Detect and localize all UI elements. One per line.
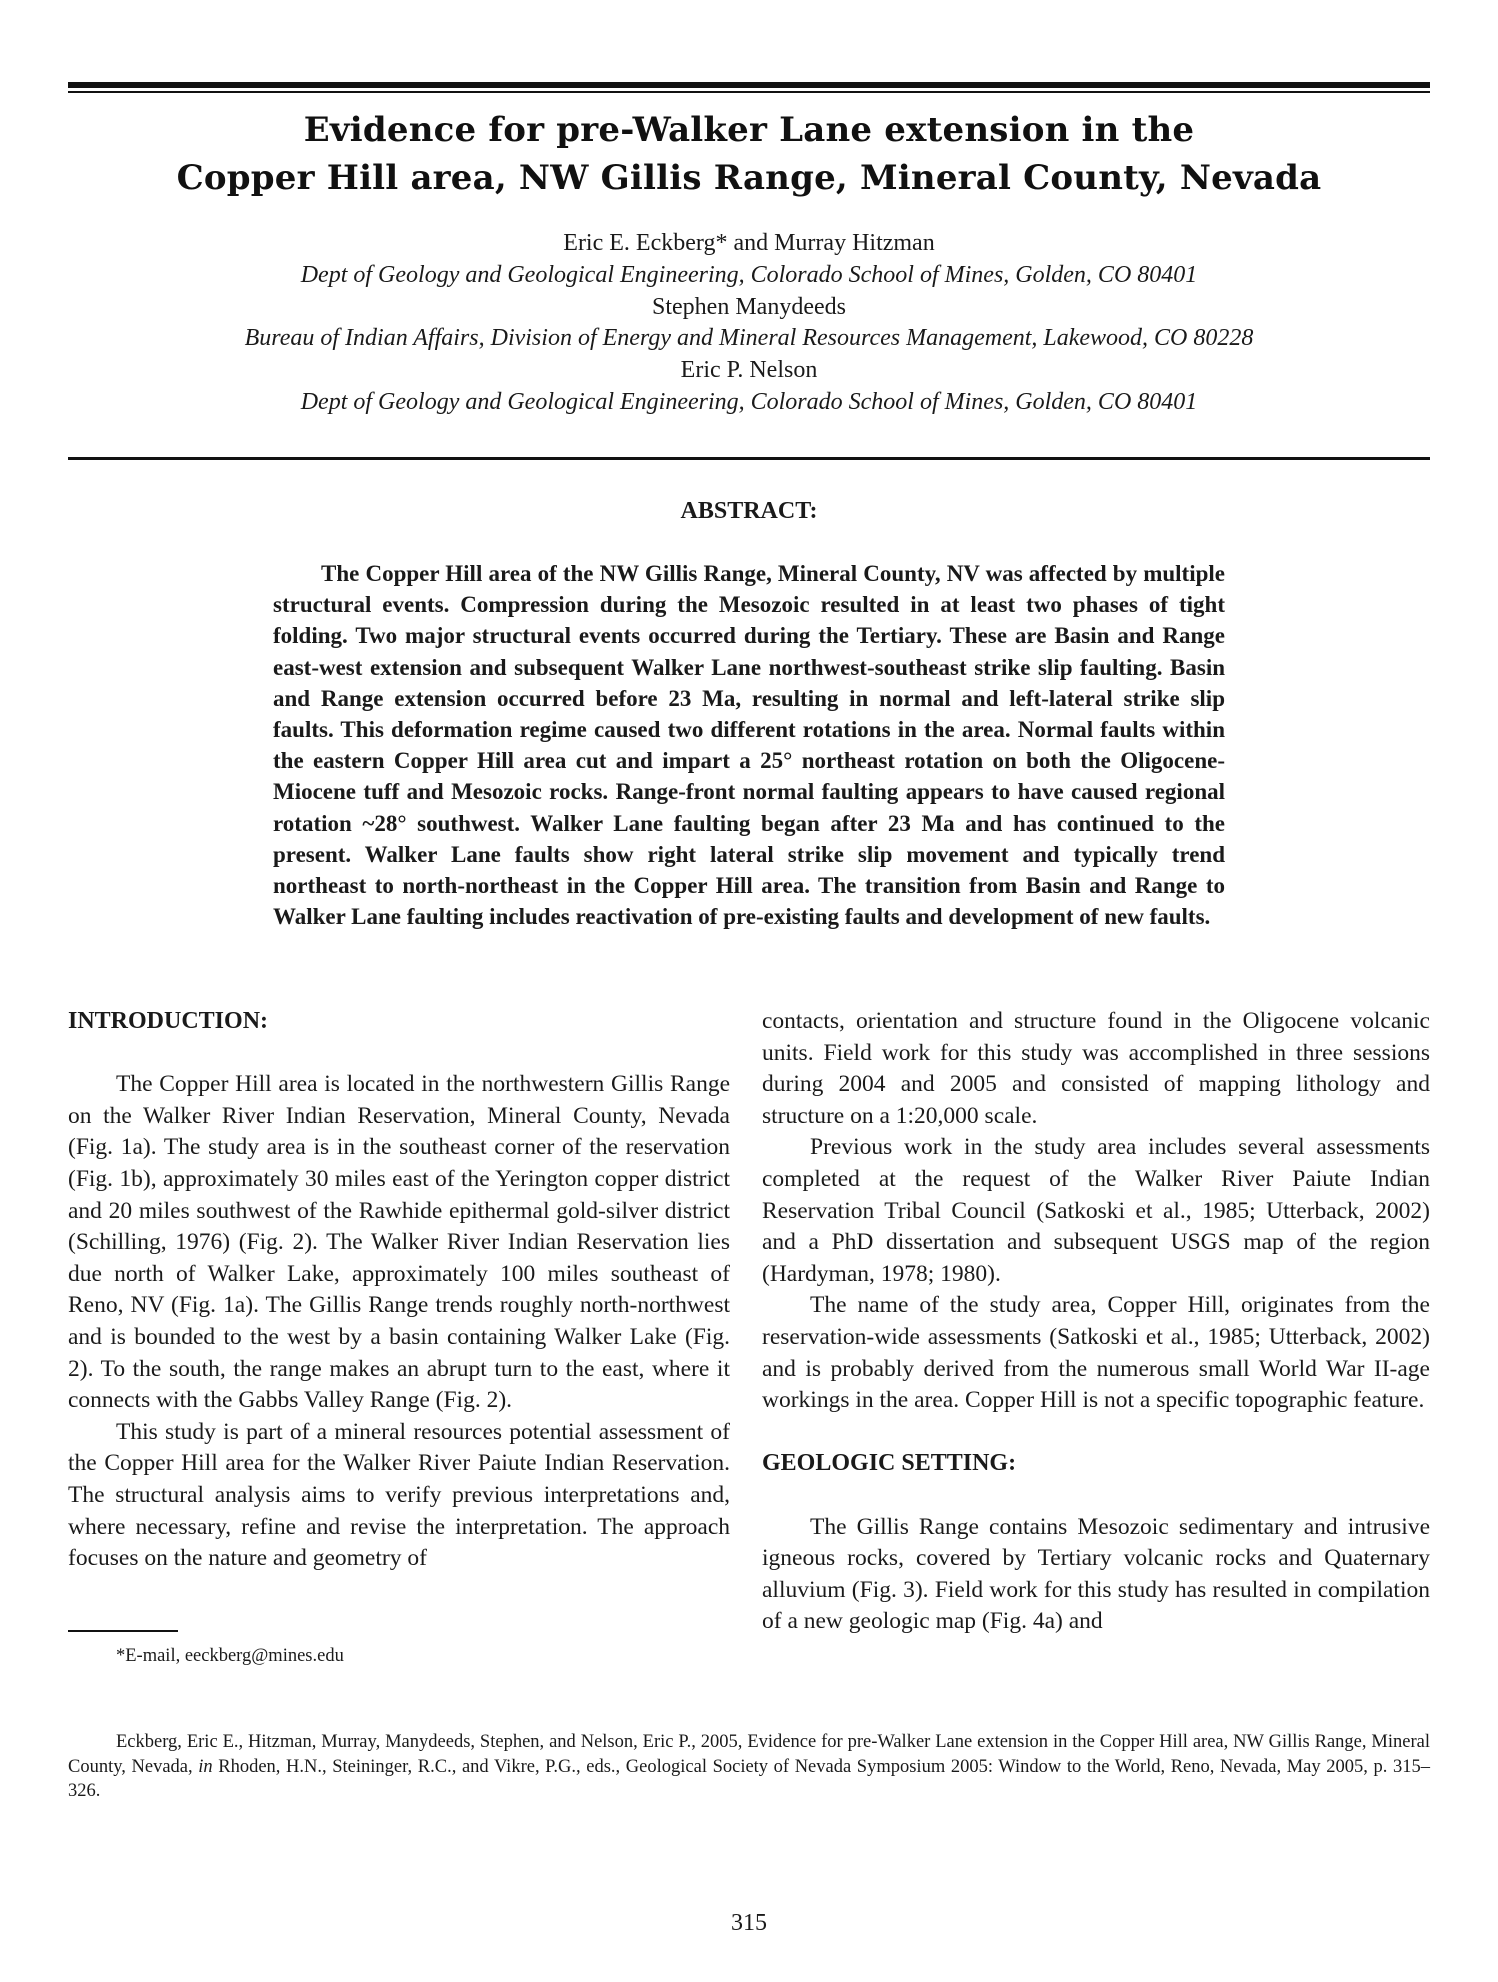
section-divider bbox=[68, 457, 1430, 460]
introduction-paragraph-2: This study is part of a mineral resources potential assessment of the Copper Hill area for the Walker River Paiute Indian Reservation. The structural analysis aims to verify previous interpretations and, where necessary, refine and revise the interpretation. The approach focuses on the nature and geometry of bbox=[68, 1418, 730, 1572]
title-line-2: Copper Hill area, NW Gillis Range, Mineral County, Nevada bbox=[176, 158, 1322, 198]
paper-title bbox=[68, 106, 1430, 202]
author-affiliation-3: Dept of Geology and Geological Engineering, Colorado School of Mines, Golden, CO 80401 bbox=[300, 388, 1198, 415]
header-rule-thick bbox=[68, 82, 1430, 88]
citation-part-1: Eckberg, Eric E., Hitzman, Murray, Manydeeds, Stephen, and Nelson, Eric P., 2005, Evidence for pre-Walker Lane extension in the Copper Hill area, NW Gillis Range, Mineral County, Nevada, bbox=[68, 1732, 1430, 1777]
right-column bbox=[762, 1006, 1430, 1638]
geologic-setting-heading: GEOLOGIC SETTING: bbox=[762, 1450, 1017, 1477]
header-rule-thin bbox=[68, 91, 1430, 93]
title-line-1: Evidence for pre-Walker Lane extension in the bbox=[303, 110, 1195, 150]
author-affiliation-2: Bureau of Indian Affairs, Division of Energy and Mineral Resources Management, Lakewood, CO 80228 bbox=[244, 325, 1254, 352]
citation bbox=[68, 1730, 1430, 1804]
introduction-paragraph-3: Previous work in the study area includes several assessments completed at the request of the Walker River Paiute Indian Reservation Tribal Council (Satkoski et al., 1985; Utterback, 2002) and a PhD dissertation and subsequent USGS map of the region (Hardyman, 1978; 1980). bbox=[762, 1134, 1430, 1287]
geologic-setting-paragraph-1: The Gillis Range contains Mesozoic sedimentary and intrusive igneous rocks, covered by Tertiary volcanic rocks and Quaternary alluvium (Fig. 3). Field work for this study has resulted in compilation of a new geologic map (Fig. 4a) and bbox=[762, 1513, 1430, 1635]
left-column bbox=[68, 1006, 730, 1575]
footnote: *E-mail, eeckberg@mines.edu bbox=[116, 1646, 344, 1666]
author-names-1: Eric E. Eckberg* and Murray Hitzman bbox=[563, 230, 935, 256]
introduction-paragraph-4: The name of the study area, Copper Hill, originates from the reservation-wide assessments (Satkoski et al., 1985; Utterback, 2002) and is probably derived from the numerous small World War II-age workings in the area. Copper Hill is not a specific topographic feature. bbox=[762, 1292, 1430, 1414]
footnote-rule bbox=[68, 1630, 178, 1632]
introduction-paragraph-1: The Copper Hill area is located in the northwestern Gillis Range on the Walker River Indian Reservation, Mineral County, Nevada (Fig. 1a). The study area is in the southeast corner of the reservation (Fig. 1b), approximately 30 miles east of the Yerington copper district and 20 miles southwest of the Rawhide epithermal gold-silver district (Schilling, 1976) (Fig. 2). The Walker River Indian Reservation lies due north of Walker Lake, approximately 100 miles southeast of Reno, NV (Fig. 1a). The Gillis Range trends roughly north-northwest and is bounded to the west by a basin containing Walker Lake (Fig. 2). To the south, the range makes an abrupt turn to the east, where it connects with the Gabbs Valley Range (Fig. 2). bbox=[68, 1071, 730, 1414]
author-block bbox=[68, 228, 1430, 419]
author-names-2: Stephen Manydeeds bbox=[652, 293, 846, 320]
abstract-heading: ABSTRACT: bbox=[680, 498, 818, 524]
abstract-text: The Copper Hill area of the NW Gillis Range, Mineral County, NV was affected by multiple structural events. Compression during the Mesozoic resulted in at least two phases of tight folding. Two major structural events occurred during the Tertiary. These are Basin and Range east-west extension and subsequent Walker Lane northwest-southeast strike slip faulting. Basin and Range extension occurred before 23 Ma, resulting in normal and left-lateral strike slip faults. This deformation regime caused two different rotations in the area. Normal faults within the eastern Copper Hill area cut and impart a 25° northeast rotation on both the Oligocene-Miocene tuff and Mesozoic rocks. Range-front normal faulting appears to have caused regional rotation ~28° southwest. Walker Lane faulting began after 23 Ma and has continued to the present. Walker Lane faults show right lateral strike slip movement and typically trend northeast to north-northeast in the Copper Hill area. The transition from Basin and Range to Walker Lane faulting includes reactivation of pre-existing faults and development of new faults. bbox=[273, 561, 1225, 930]
citation-part-2: Rhoden, H.N., Steininger, R.C., and Vikre, P.G., eds., Geological Society of Nevada Symposium 2005: Window to the World, Reno, Nevada, May 2005, p. 315–326. bbox=[68, 1756, 1430, 1802]
author-affiliation-1: Dept of Geology and Geological Engineering, Colorado School of Mines, Golden, CO 80401 bbox=[300, 261, 1198, 288]
page-number: 315 bbox=[731, 1910, 767, 1936]
citation-in: in bbox=[198, 1756, 213, 1777]
introduction-paragraph-2-continued: contacts, orientation and structure found in the Oligocene volcanic units. Field work for this study was accomplished in three sessions during 2004 and 2005 and consisted of mapping lithology and structure on a 1:20,000 scale. bbox=[762, 1008, 1430, 1129]
author-names-3: Eric P. Nelson bbox=[680, 357, 818, 384]
introduction-heading: INTRODUCTION: bbox=[68, 1008, 269, 1034]
